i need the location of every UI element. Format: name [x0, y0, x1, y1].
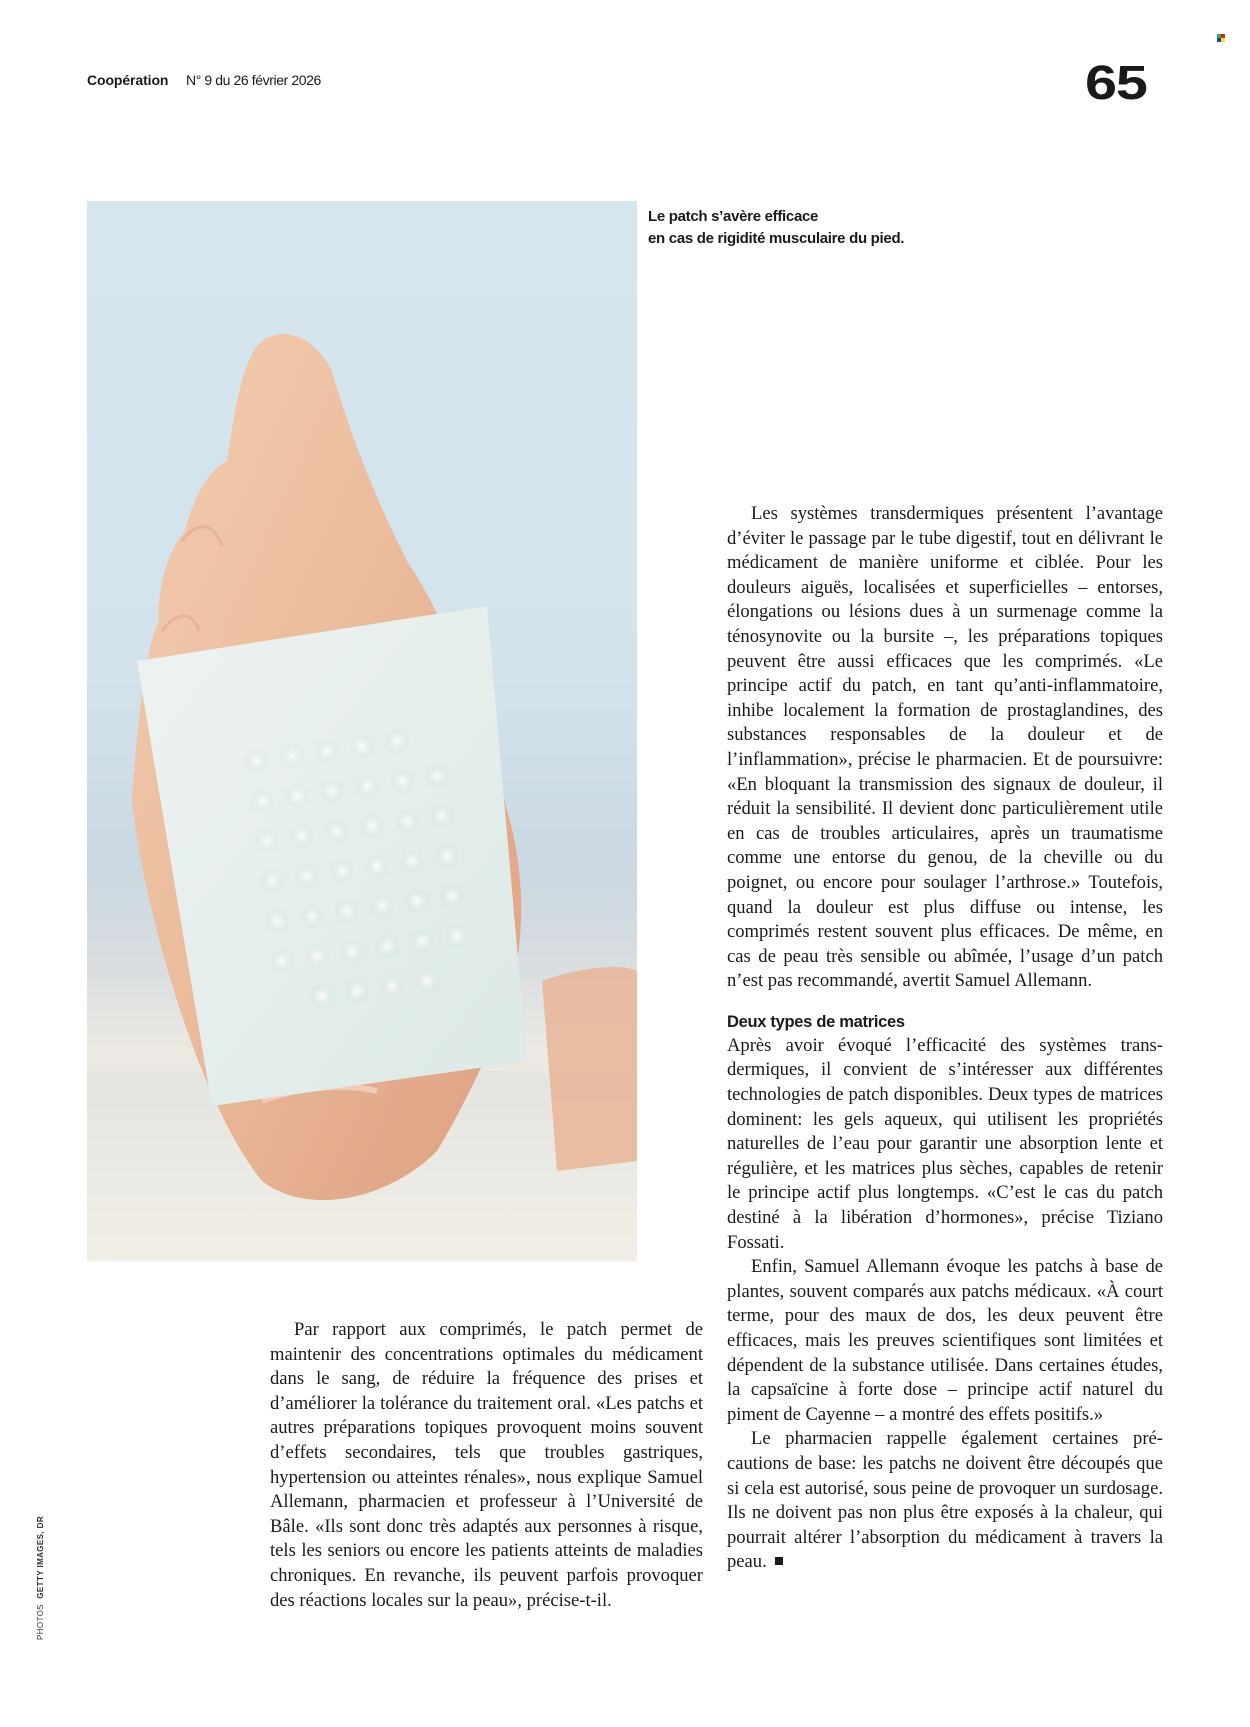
paragraph-text: Le pharmacien rappelle également certaines précautions de base: les patchs ne doivent être découpés que si cela est autorisé, sous peine de provoquer un surdosage. Ils ne doivent pas non plus être exposés à la chaleur, qui pourrait altérer l’absorption du médicament à travers la peau.	[727, 1428, 1163, 1573]
issue-date: N° 9 du 26 février 2026	[186, 72, 321, 88]
foot-patch-photo	[87, 201, 637, 1261]
caption-line-2: en cas de rigidité musculaire du pied.	[648, 230, 905, 247]
paragraph: Par rapport aux comprimés, le patch permet de maintenir des concentrations optimales du médicament dans le sang, de réduire la fréquence des prises et d’améliorer la tolérance du traitement oral. «Les patchs et autres préparations topiques provoquent moins souvent d’effets secondaires, tels que troubles gastriques, hypertension ou atteintes rénales», nous explique Samuel Allemann, pharmacien et professeur à l’Université de Bâle. «Ils sont donc très adaptés aux personnes à risque, tels les seniors ou encore les patients atteints de maladies chroniques. En revanche, ils peuvent parfois provoquer des réactions locales sur la peau», précise-t-il.	[270, 1319, 703, 1611]
photo-credit	[36, 1516, 45, 1640]
photo-credit-sources: GETTY IMAGES, DR	[36, 1515, 45, 1599]
paragraph: Après avoir évoqué l’efficacité des systèmes transdermiques, il convient de s’intéresser aux différentes technologies de patch disponibles. Deux types de matrices dominent: les gels aqueux, qui utilisent les propriétés naturelles de l’eau pour garantir une absorption lente et régulière, et les matrices plus sèches, capables de retenir le principe actif plus longtemps. «C’est le cas du patch destiné à la libération d’hormones», précise Tiziano Fossati.	[727, 1034, 1163, 1253]
page-number: 65	[1085, 57, 1147, 110]
paragraph: Enfin, Samuel Allemann évoque les patchs à base de plantes, souvent comparés aux patchs médicaux. «À court terme, pour des maux de dos, les deux peuvent être efficaces, mais les preuves scientifiques sont limitées et dépendent de la substance utilisée. Dans certaines études, la capsaïcine à forte dose – principe actif naturel du piment de Cayenne – a montré des effets positifs.»	[727, 1256, 1163, 1425]
photo-credit-label: PHOTOS	[36, 1603, 45, 1640]
publication-name: Coopération	[87, 72, 169, 88]
caption-line-1: Le patch s’avère efficace	[648, 208, 819, 225]
paragraph: Les systèmes transdermiques présentent l’avantage d’éviter le passage par le tube digestif, tout en délivrant le médicament de manière uniforme et ciblée. Pour les douleurs aiguës, localisées et superficielles – entorses, élongations ou lésions dues à un surmenage comme la ténosynovite ou la bursite –, les préparations topiques peuvent être aussi efficaces que les comprimés. «Le principe actif du patch, en tant qu’anti-inflammatoire, inhibe localement la formation de prostaglandines, des substances responsables de la douleur et de l’inflammation», précise le pharmacien. Et de poursuivre: «En bloquant la transmission des signaux de douleur, il réduit la sensibilité. Il devient donc particulièrement utile en cas de troubles articulaires, après un traumatisme comme une entorse du genou, de la cheville ou du poignet, ou encore pour soulager l’arthrose.» Toutefois, quand la douleur est plus diffuse ou intense, les comprimés restent souvent plus efficaces. De même, en cas de peau très sensible ou abîmée, l’usage d’un patch n’est pas recommandé, avertit Samuel Allemann.	[727, 503, 1163, 992]
subheading: Deux types de matrices	[727, 1012, 905, 1031]
article-right-column	[727, 502, 1163, 1575]
end-of-article-icon	[775, 1557, 783, 1565]
photo-caption	[648, 206, 904, 250]
registration-mark-icon	[1217, 34, 1225, 42]
paragraph-final	[727, 1427, 1163, 1575]
article-left-column	[270, 1318, 703, 1613]
